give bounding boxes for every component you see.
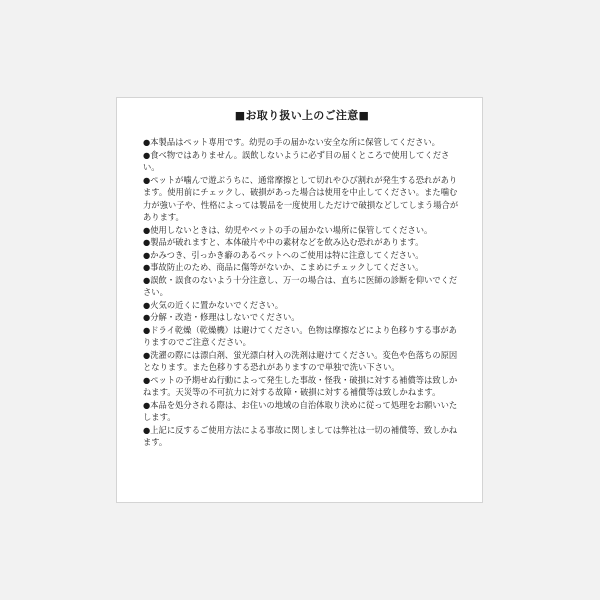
caution-item: ●ペットが噛んで遊ぶうちに、通常摩擦として切れやひび割れが発生する恐れがあります。使用前にチェックし、破損があった場合は使用を中止してください。また噛む力が強い子や、性格によっては製品を一度使用しただけで破損などしてしまう場合があります。 (143, 174, 459, 222)
caution-card (116, 97, 483, 503)
caution-item: ●食べ物ではありません。誤飲しないように必ず目の届くところで使用してください。 (143, 149, 450, 172)
caution-item: ●かみつき、引っかき癖のあるペットへのご使用は特に注意してください。 (143, 249, 424, 260)
caution-item: ●事故防止のため、商品に傷等がないか、こまめにチェックしてください。 (143, 262, 424, 272)
caution-item: ●本製品はペット専用です。幼児の手の届かない安全な所に保管してください。 (143, 137, 440, 147)
caution-title: ■お取り扱い上のご注意■ (234, 109, 370, 122)
caution-item: ●分解・改造・修理はしないでください。 (143, 312, 300, 322)
caution-item: ●ドライ乾燥（乾燥機）は避けてください。色物は摩擦などにより色移りする事がありますのでご注意ください。 (143, 324, 457, 347)
caution-list (143, 136, 461, 449)
caution-item: ●洗濯の際には漂白剤、蛍光漂白材入の洗剤は避けてください。変色や色落ちの原因となります。また色移りする恐れがありますので単独で洗い下さい。 (143, 349, 458, 372)
caution-item: ●使用しないときは、幼児やペットの手の届かない場所に保管してください。 (143, 224, 433, 235)
caution-item: ●火気の近くに置かないでください。 (143, 299, 283, 310)
caution-item: ●上記に反するご使用方法による事故に関しましては弊社は一切の補償等、致しかねます。 (143, 424, 458, 447)
caution-item: ●製品が破れますと、本体破片や中の素材などを飲み込む恐れがあります。 (143, 237, 424, 247)
caution-item: ●ペットの予期せぬ行動によって発生した事故・怪我・破損に対する補償等は致しかねます。天災等の不可抗力に対する故障・破損に対する補償等は致しかねます。 (143, 374, 458, 397)
caution-item: ●本品を処分される際は、お住いの地域の自治体取り決めに従って処理をお願いいたします。 (143, 399, 458, 422)
caution-item: ●誤飲・誤食のないよう十分注意し、万一の場合は、直ちに医師の診断を仰いでください。 (143, 274, 458, 297)
